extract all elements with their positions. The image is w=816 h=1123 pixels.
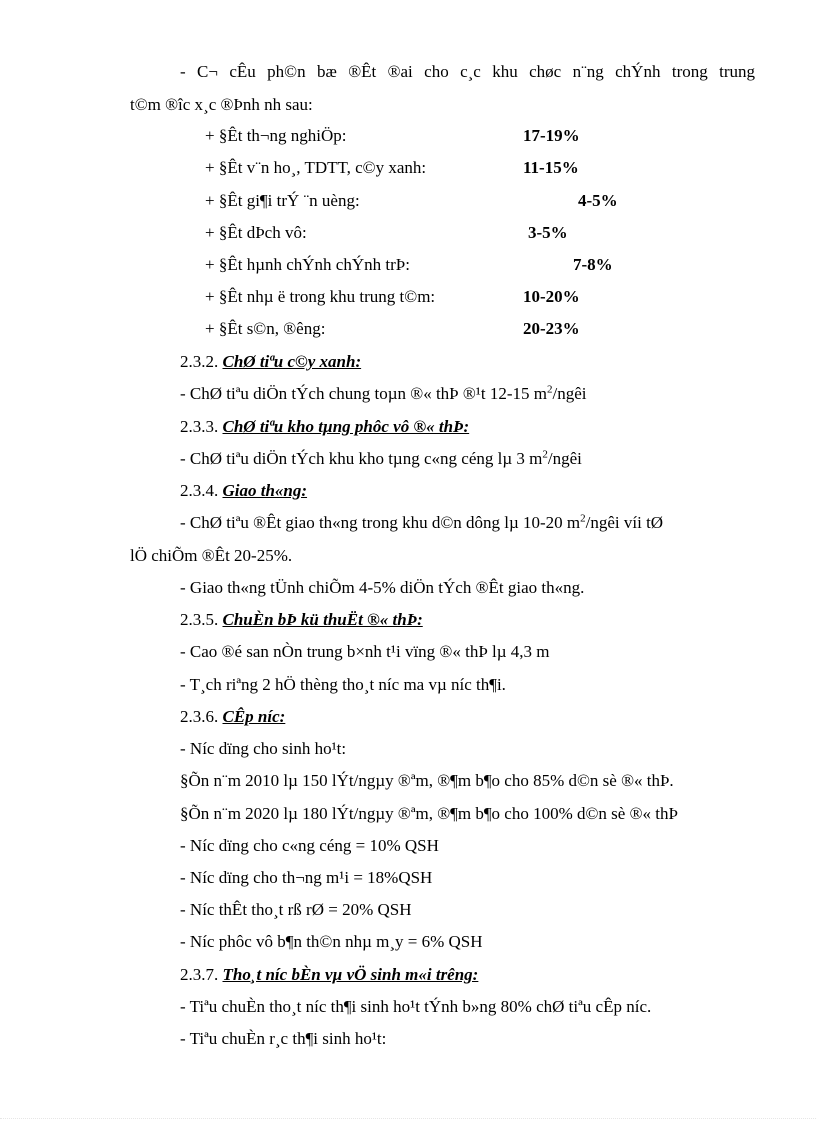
section-number: 2.3.6.	[180, 707, 219, 726]
land-item-label: + §Êt v¨n ho¸, TDTT, c©y xanh:	[205, 158, 427, 177]
unit-tail: /ngêi	[552, 384, 587, 403]
land-item-value: 20-23%	[523, 319, 580, 338]
superscript: 2	[547, 383, 553, 396]
wastewater-line: - Tiªu chuÈn tho¸t níc th¶i sinh ho¹t tÝnh b»ng 80% chØ tiªu cÊp níc.	[180, 997, 652, 1016]
land-item-value: 3-5%	[528, 223, 568, 242]
traffic-line-3: - Giao th«ng tÜnh chiÕm 4-5% diÖn tÝch ®Êt giao th«ng.	[180, 578, 585, 597]
section-number: 2.3.2.	[180, 352, 219, 371]
land-item-label: + §Êt nhµ ë trong khu trung t©m:	[205, 287, 436, 306]
page-bottom-rule	[0, 1118, 816, 1119]
grading-line: - Cao ®é san nÒn trung b×nh t¹i vïng ®« thÞ lµ 4,3 m	[180, 642, 550, 661]
section-heading-2-3-3	[180, 417, 469, 437]
section-heading-2-3-4	[180, 481, 307, 501]
land-item-value: 17-19%	[523, 126, 580, 145]
water-supply-line: - Níc phôc vô b¶n th©n nhµ m¸y = 6% QSH	[180, 932, 483, 951]
land-item-label: + §Êt th¬ng nghiÖp:	[205, 126, 347, 145]
traffic-text: - ChØ tiªu ®Êt giao th«ng trong khu d©n dông lµ 10-20 m	[180, 513, 581, 532]
land-item-label: + §Êt s©n, ®êng:	[205, 319, 326, 338]
section-title: Giao th«ng:	[222, 481, 308, 500]
land-item-label: + §Êt gi¶i trÝ ¨n uèng:	[205, 191, 360, 210]
water-supply-line: - Níc thÊt tho¸t rß rØ = 20% QSH	[180, 900, 412, 919]
water-supply-line: - Níc dïng cho c«ng céng = 10% QSH	[180, 836, 439, 855]
solid-waste-line: - Tiªu chuÈn r¸c th¶i sinh ho¹t:	[180, 1029, 387, 1048]
section-number: 2.3.7.	[180, 965, 219, 984]
section-title: ChØ tiªu c©y xanh:	[222, 352, 362, 371]
land-item-value: 11-15%	[523, 158, 579, 177]
section-title: CÊp níc:	[222, 707, 286, 726]
section-title: Tho¸t níc bÈn vµ vÖ sinh m«i trêng:	[222, 965, 479, 984]
land-item-value: 7-8%	[573, 255, 613, 274]
water-supply-line: - Níc dïng cho th¬ng m¹i = 18%QSH	[180, 868, 433, 887]
traffic-tail: /ngêi víi tØ	[585, 513, 664, 532]
unit-tail: /ngêi	[547, 449, 582, 468]
traffic-line-2: lÖ chiÕm ®Êt 20-25%.	[130, 546, 293, 565]
section-heading-2-3-2	[180, 352, 361, 372]
intro-line-1: - C¬ cÊu ph©n bæ ®Êt ®ai cho c¸c khu chøc n¨ng chÝnh trong trung	[180, 62, 755, 81]
section-heading-2-3-5	[180, 610, 423, 630]
land-item-label: + §Êt hµnh chÝnh chÝnh trÞ:	[205, 255, 410, 274]
land-item-value: 4-5%	[578, 191, 618, 210]
water-supply-line: - Níc dïng cho sinh ho¹t:	[180, 739, 347, 758]
water-supply-line: §Õn n¨m 2010 lµ 150 lÝt/ngµy ®ªm, ®¶m b¶o cho 85% d©n sè ®« thÞ.	[180, 771, 674, 790]
section-heading-2-3-6	[180, 707, 285, 727]
drainage-line: - T¸ch riªng 2 hÖ thèng tho¸t níc ma vµ níc th¶i.	[180, 675, 506, 694]
superscript: 2	[542, 448, 548, 461]
green-area-line	[180, 384, 587, 404]
land-item-label: + §Êt dÞch vô:	[205, 223, 307, 242]
land-item-value: 10-20%	[523, 287, 580, 306]
superscript: 2	[580, 512, 586, 525]
section-title: ChuÈn bÞ kü thuËt ®« thÞ:	[222, 610, 423, 629]
water-supply-line: §Õn n¨m 2020 lµ 180 lÝt/ngµy ®ªm, ®¶m b¶o cho 100% d©n sè ®« thÞ	[180, 804, 678, 823]
intro-line-2: t©m ®îc x¸c ®Þnh nh sau:	[130, 95, 313, 114]
section-number: 2.3.5.	[180, 610, 219, 629]
warehouse-line	[180, 449, 582, 469]
section-number: 2.3.4.	[180, 481, 219, 500]
warehouse-text: - ChØ tiªu diÖn tÝch khu kho tµng c«ng céng lµ 3 m	[180, 449, 543, 468]
green-area-text: - ChØ tiªu diÖn tÝch chung toµn ®« thÞ ®¹t 12-15 m	[180, 384, 547, 403]
section-number: 2.3.3.	[180, 417, 219, 436]
section-title: ChØ tiªu kho tµng phôc vô ®« thÞ:	[222, 417, 470, 436]
section-heading-2-3-7	[180, 965, 478, 985]
traffic-line-1	[180, 513, 755, 533]
